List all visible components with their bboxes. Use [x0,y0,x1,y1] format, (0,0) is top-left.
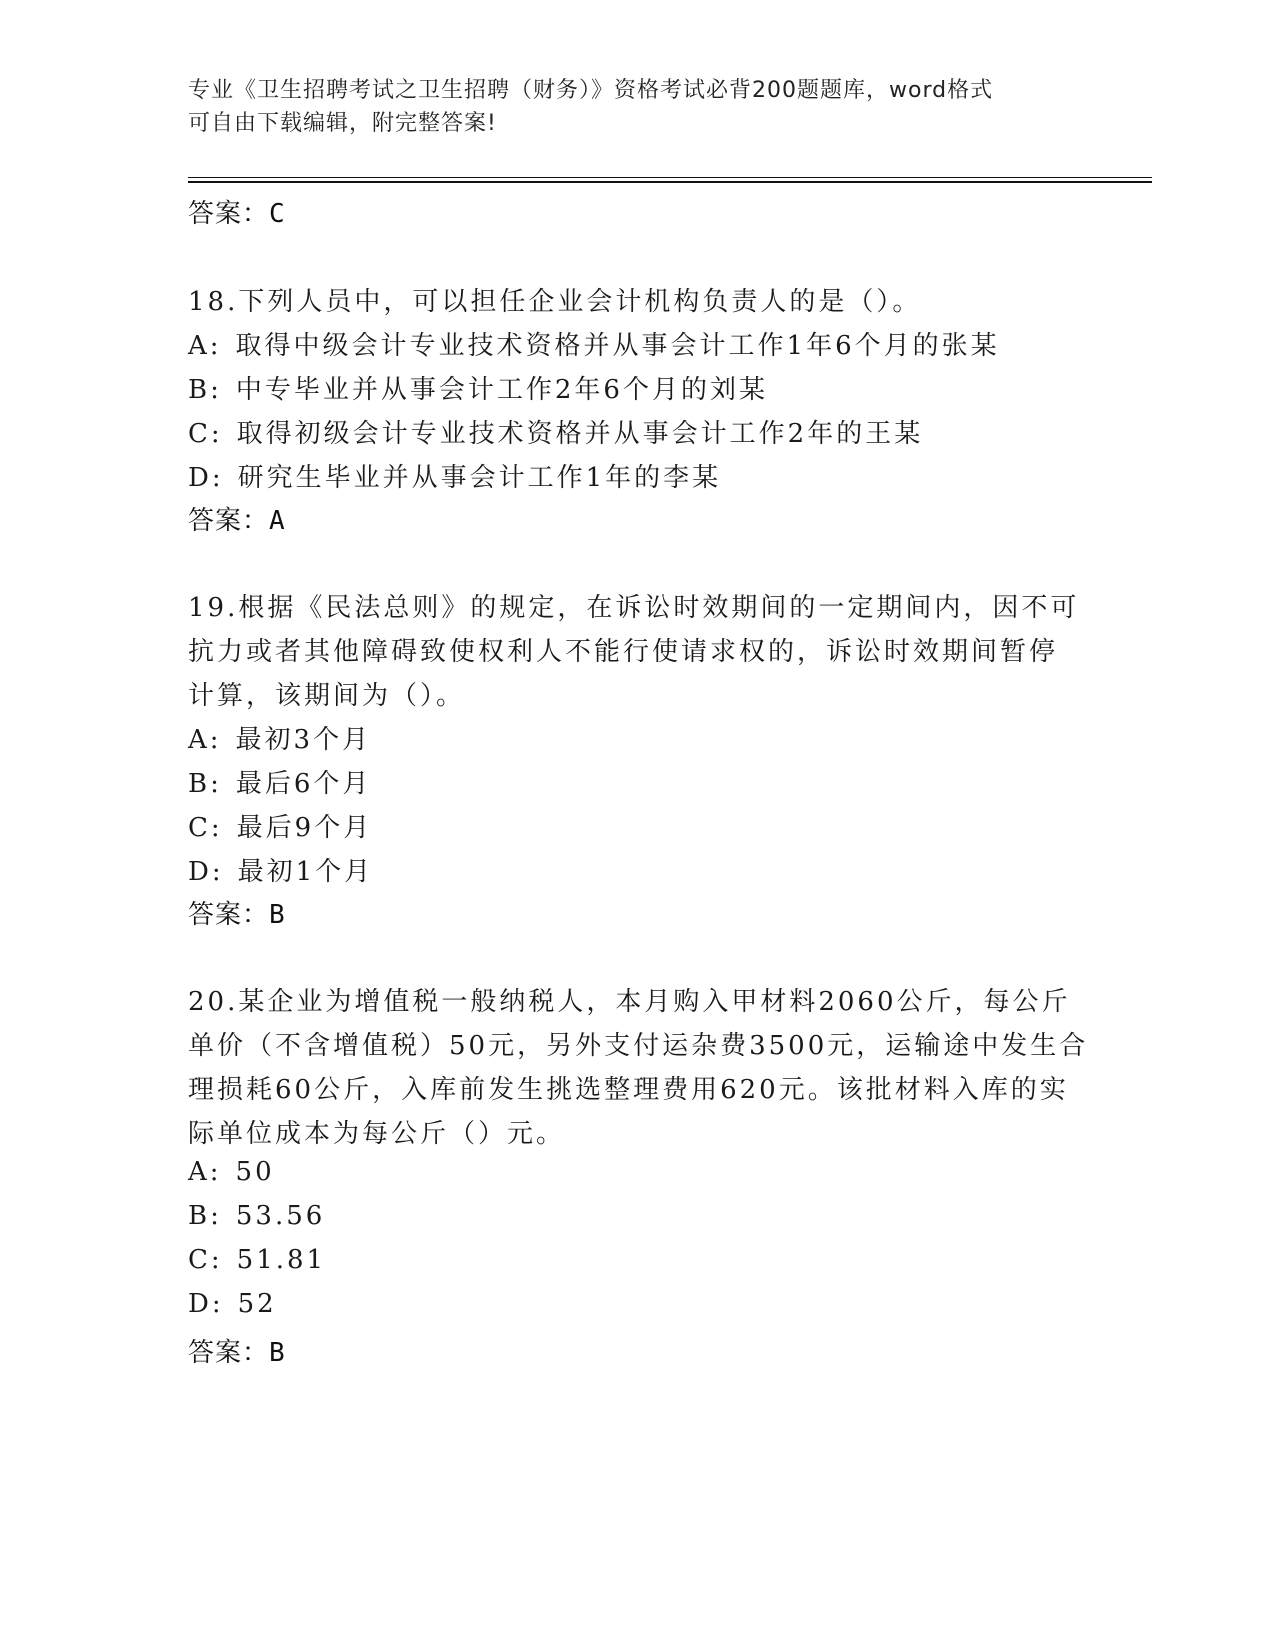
option-label: C: [188,419,223,449]
option-label: D: [188,463,224,493]
option-text: 51.81 [236,1245,327,1275]
option-text: 最后6个月 [235,769,372,799]
answer-line: 答案：B [188,1338,286,1368]
question-stem-line: 18.下列人员中，可以担任企业会计机构负责人的是（）。 [188,287,922,317]
option-text: 中专毕业并从事会计工作2年6个月的刘某 [235,375,768,405]
document-header [188,74,1068,140]
question-stem-line: 计算，该期间为（）。 [188,681,466,711]
option-text: 最初3个月 [235,725,372,755]
previous-answer: 答案：C [188,199,286,229]
question-stem-line: 单价（不含增值税）50元，另外支付运杂费3500元，运输途中发生合 [188,1031,1089,1061]
option-label: C: [188,1245,223,1275]
header-rule-bottom [188,181,1152,183]
option-text: 取得中级会计专业技术资格并从事会计工作1年6个月的张某 [235,331,1000,361]
question-stem-line: 20.某企业为增值税一般纳税人，本月购入甲材料2060公斤，每公斤 [188,987,1071,1017]
question-stem-line: 际单位成本为每公斤（）元。 [188,1119,566,1149]
header-rule-top [188,177,1152,178]
option-text: 53.56 [235,1201,326,1231]
option-label: D: [188,1289,224,1319]
option-a [188,719,371,756]
question-stem-line: 19.根据《民法总则》的规定，在诉讼时效期间的一定期间内，因不可 [188,593,1080,623]
option-label: D: [188,857,224,887]
question-stem-line: 理损耗60公斤，入库前发生挑选整理费用620元。该批材料入库的实 [188,1075,1069,1105]
option-c [188,1245,326,1275]
option-d [188,457,721,494]
option-text: 最初1个月 [237,857,374,887]
option-label: B: [188,1201,222,1231]
option-label: A: [188,331,222,361]
option-text: 52 [237,1289,277,1319]
option-text: 研究生毕业并从事会计工作1年的李某 [237,463,722,493]
option-label: A: [188,1157,222,1187]
answer-line: 答案：B [188,900,286,930]
option-c [188,807,372,844]
option-text: 50 [235,1157,275,1187]
option-d [188,1289,277,1319]
option-a [188,325,1000,362]
option-text: 最后9个月 [236,813,373,843]
option-label: B: [188,769,222,799]
option-b [188,763,371,800]
option-label: A: [188,725,222,755]
option-d [188,851,373,888]
header-line-2: 可自由下载编辑，附完整答案! [188,111,497,136]
question-stem-line: 抗力或者其他障碍致使权利人不能行使请求权的，诉讼时效期间暂停 [188,637,1059,667]
option-c [188,413,923,450]
answer-line: 答案：A [188,506,286,536]
option-a [188,1157,275,1187]
option-text: 取得初级会计专业技术资格并从事会计工作2年的王某 [236,419,924,449]
header-line-1: 专业《卫生招聘考试之卫生招聘（财务）》资格考试必背200题题库，word格式 [188,78,994,103]
option-label: B: [188,375,222,405]
option-label: C: [188,813,223,843]
option-b [188,1201,325,1231]
option-b [188,369,768,406]
